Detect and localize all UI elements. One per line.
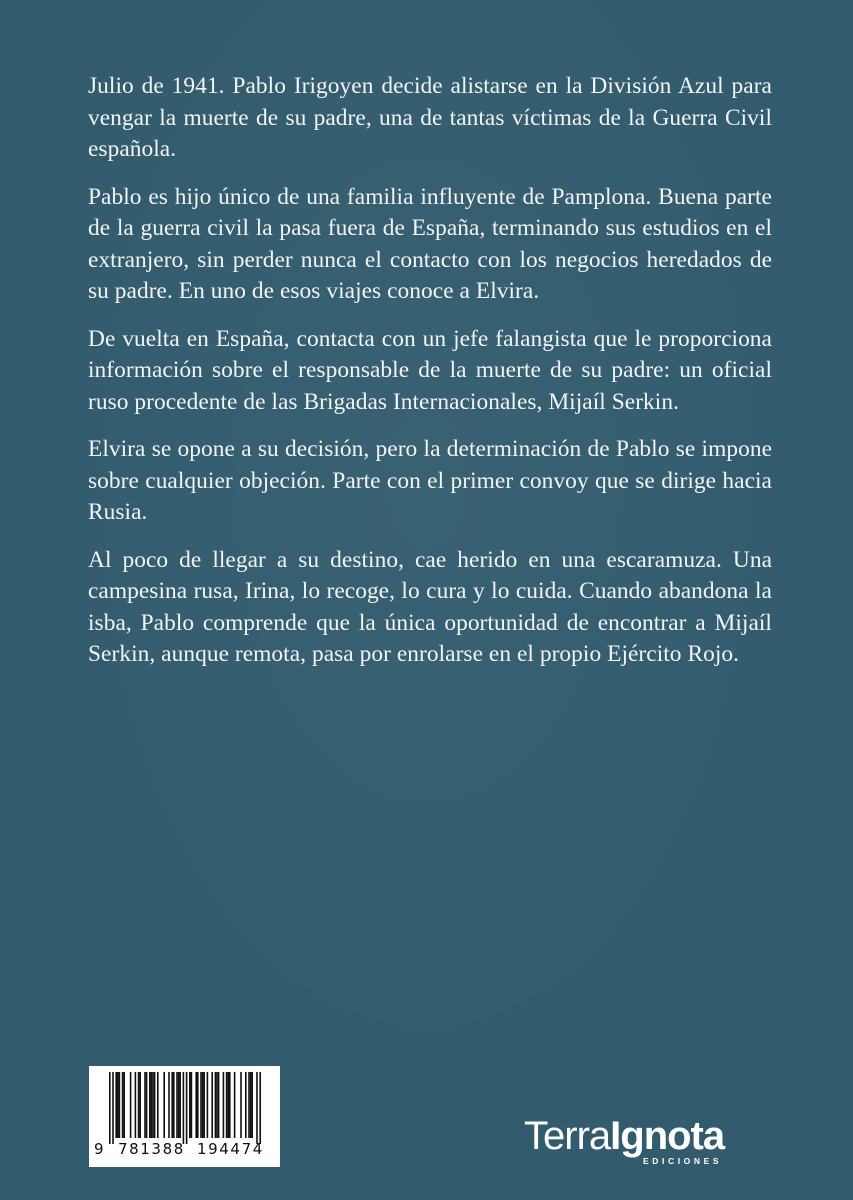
barcode-bar xyxy=(195,1072,197,1138)
barcode-bar xyxy=(186,1072,188,1144)
barcode-bar xyxy=(223,1072,225,1138)
synopsis-paragraph-2: Pablo es hijo único de una familia influyente de Pamplona. Buena parte de la guerra civil la pasa fuera de España, terminando sus estudios en el extranjero, sin perder nunca el contacto con los negocios heredados de su padre. En uno de esos viajes conoce a Elvira. xyxy=(88,183,772,304)
barcode-bar xyxy=(240,1072,242,1138)
barcode-bar xyxy=(179,1072,181,1138)
isbn-group-1: 781388 xyxy=(118,1140,185,1158)
barcode-bar xyxy=(189,1072,191,1138)
barcode-bar xyxy=(211,1072,213,1138)
barcode-bar xyxy=(259,1072,261,1144)
isbn-first-digit: 9 xyxy=(94,1140,106,1158)
barcode-bar xyxy=(176,1072,178,1138)
barcode-bar xyxy=(119,1072,121,1138)
barcode-bar xyxy=(146,1072,148,1138)
barcode-bar xyxy=(171,1072,173,1138)
barcode-bar xyxy=(112,1072,114,1144)
barcode-bar xyxy=(229,1072,231,1138)
barcode-bar xyxy=(130,1072,132,1138)
barcode-bar xyxy=(207,1072,209,1138)
barcode-bar xyxy=(122,1072,124,1138)
barcode-bar xyxy=(138,1072,140,1138)
barcode-bar xyxy=(256,1072,258,1144)
barcode-bar xyxy=(168,1072,170,1138)
isbn-group-2: 194474 xyxy=(197,1140,264,1158)
synopsis-paragraph-4: Elvira se opone a su decisión, pero la determinación de Pablo se impone sobre cualquier objeción. Parte con el primer convoy que se dirige hacia Rusia. xyxy=(88,436,772,525)
barcode-bar xyxy=(115,1072,117,1138)
barcode-bar xyxy=(248,1072,250,1138)
barcode-bar xyxy=(183,1072,185,1144)
publisher-name xyxy=(524,1112,724,1160)
barcode-bar xyxy=(178,1072,180,1138)
barcode-bar xyxy=(173,1072,175,1138)
barcode-bar xyxy=(226,1072,228,1138)
barcode-bar xyxy=(144,1072,146,1138)
barcode-bar xyxy=(202,1072,204,1138)
barcode-bar xyxy=(139,1072,141,1138)
barcode-bar xyxy=(117,1072,119,1138)
barcode-bar xyxy=(251,1072,253,1138)
barcode-bar xyxy=(197,1072,199,1138)
synopsis-paragraph-1: Julio de 1941. Pablo Irigoyen decide alistarse en la División Azul para vengar la muerte de su padre, una de tantas víctimas de la Guerra Civil española. xyxy=(88,73,772,162)
synopsis-paragraph-5: Al poco de llegar a su destino, cae herido en una escaramuza. Una campesina rusa, Irina, lo recoge, lo cura y lo cuida. Cuando abandona la isba, Pablo comprende que la única oportunidad de encontrar a Mijaíl Serkin, aunque remota, pasa por enrolarse en el propio Ejército Rojo. xyxy=(88,546,772,667)
barcode-bar xyxy=(218,1072,220,1138)
barcode-bar xyxy=(152,1072,154,1138)
barcode-bar xyxy=(227,1072,229,1138)
barcode-bar xyxy=(149,1072,151,1138)
publisher-subtitle: EDICIONES xyxy=(643,1156,723,1166)
barcode-bar xyxy=(200,1072,202,1138)
barcode-bar xyxy=(154,1072,156,1138)
isbn-barcode xyxy=(89,1066,280,1167)
barcode-bar xyxy=(215,1072,217,1138)
publisher-name-terra: Terra xyxy=(524,1114,611,1158)
barcode-bar xyxy=(135,1072,137,1138)
synopsis-paragraph-3: De vuelta en España, contacta con un jefe falangista que le proporciona información sobre el responsable de la muerte de su padre: un oficial ruso procedente de las Brigadas Internacionales, Mijaíl Serkin. xyxy=(88,325,772,415)
barcode-bar xyxy=(234,1072,236,1138)
publisher-logo xyxy=(520,1112,770,1172)
barcode-bar xyxy=(123,1072,125,1138)
barcode-bar xyxy=(203,1072,205,1138)
isbn-number xyxy=(89,1138,280,1164)
barcode-bar xyxy=(151,1072,153,1138)
barcode-bar xyxy=(163,1072,165,1138)
barcode-bar xyxy=(157,1072,159,1138)
publisher-name-ignota: Ignota xyxy=(610,1114,725,1158)
barcode-bar xyxy=(245,1072,247,1138)
barcode-bar xyxy=(250,1072,252,1138)
synopsis-text xyxy=(88,71,772,687)
barcode-bar xyxy=(216,1072,218,1138)
barcode-bar xyxy=(191,1072,193,1138)
barcode-bar xyxy=(109,1072,111,1144)
